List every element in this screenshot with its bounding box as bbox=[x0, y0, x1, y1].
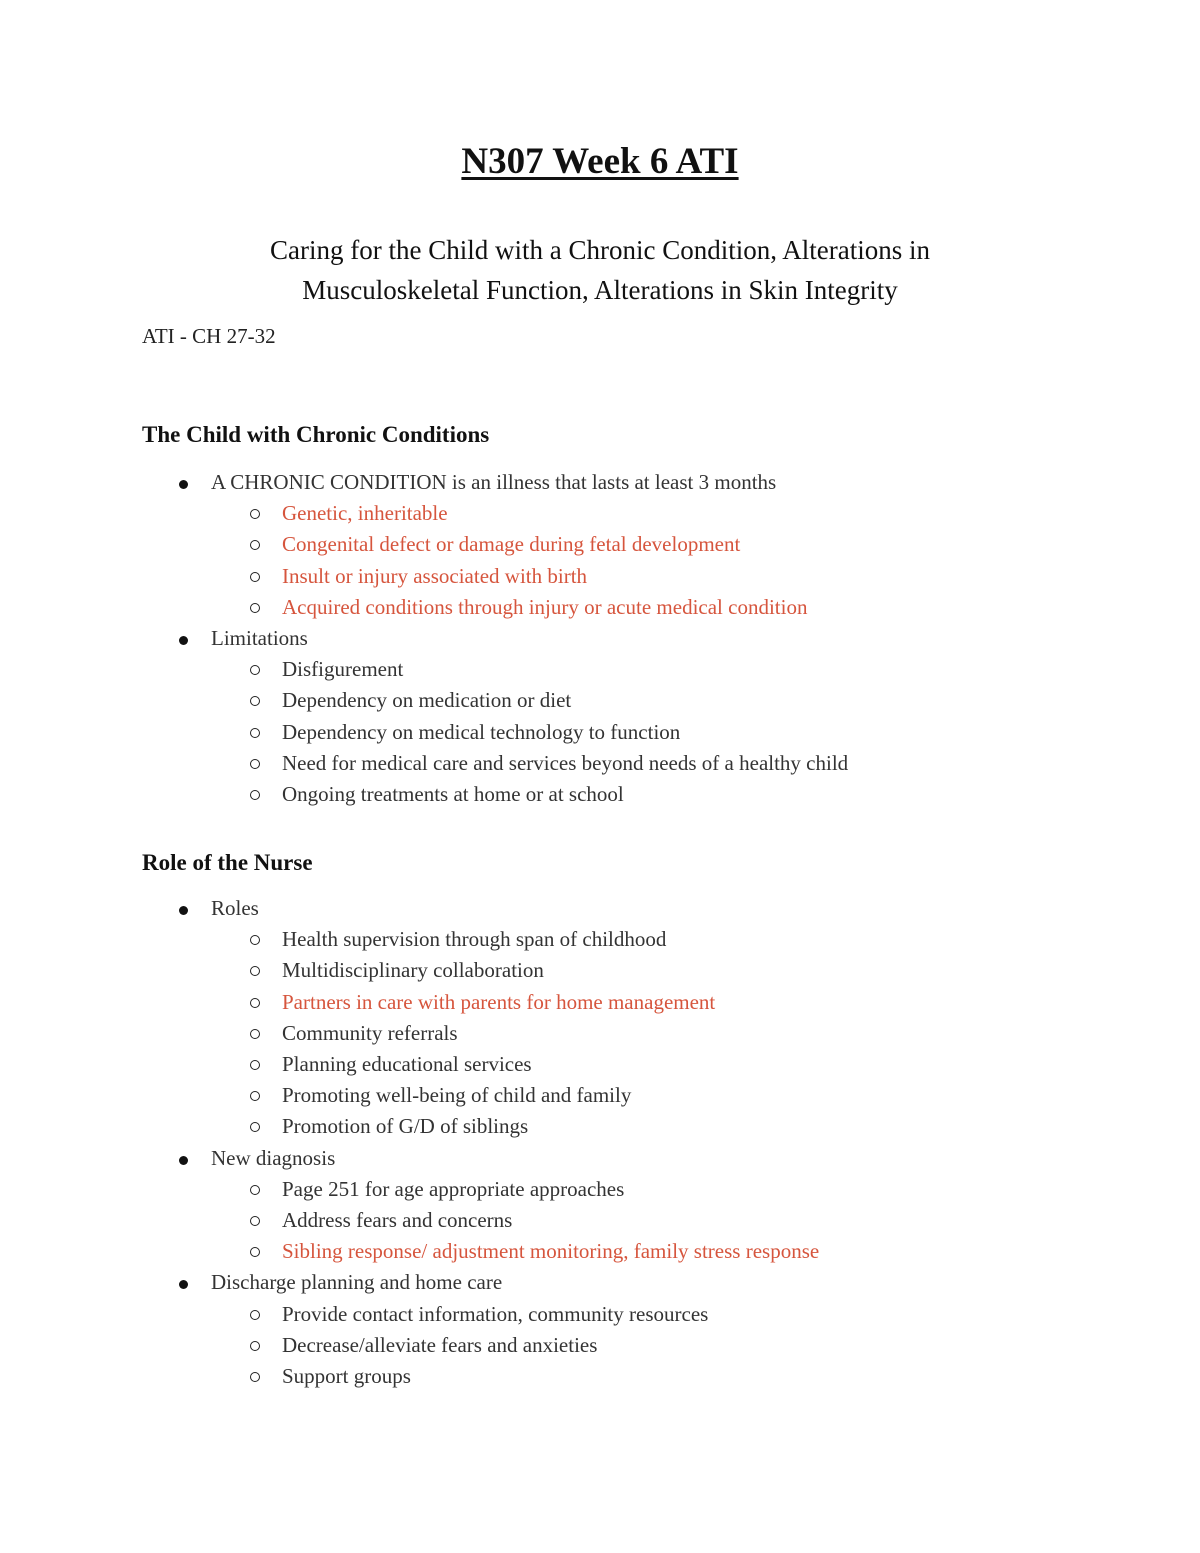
document-title: N307 Week 6 ATI bbox=[461, 141, 739, 182]
sub-list-item: Ongoing treatments at home or at school bbox=[142, 779, 1142, 810]
sub-list-item: Decrease/alleviate fears and anxieties bbox=[142, 1330, 1142, 1361]
sub-list-item: Planning educational services bbox=[142, 1049, 1142, 1080]
sub-list-item: Provide contact information, community resources bbox=[142, 1299, 1142, 1330]
sub-list-item: Support groups bbox=[142, 1361, 1142, 1392]
list-item: New diagnosis bbox=[142, 1143, 1142, 1174]
list-item: Roles bbox=[142, 893, 1142, 924]
sub-list-item: Need for medical care and services beyond needs of a healthy child bbox=[142, 748, 1142, 779]
chronic-conditions-list bbox=[142, 467, 1142, 810]
list-item: Discharge planning and home care bbox=[142, 1267, 1142, 1298]
list-item: A CHRONIC CONDITION is an illness that lasts at least 3 months bbox=[142, 467, 1142, 498]
document-subtitle bbox=[200, 230, 1000, 310]
sub-list-item: Address fears and concerns bbox=[142, 1205, 1142, 1236]
sub-list-item: Sibling response/ adjustment monitoring, family stress response bbox=[142, 1236, 1142, 1267]
sub-list-item: Community referrals bbox=[142, 1018, 1142, 1049]
sub-list-item: Partners in care with parents for home management bbox=[142, 987, 1142, 1018]
sub-list-item: Congenital defect or damage during fetal development bbox=[142, 529, 1142, 560]
sub-list-item: Promoting well-being of child and family bbox=[142, 1080, 1142, 1111]
subtitle-line-2: Musculoskeletal Function, Alterations in Skin Integrity bbox=[302, 275, 898, 305]
section-heading-chronic-conditions: The Child with Chronic Conditions bbox=[142, 422, 490, 447]
role-of-nurse-list bbox=[142, 893, 1142, 1392]
sub-list-item: Acquired conditions through injury or acute medical condition bbox=[142, 592, 1142, 623]
sub-list-item: Page 251 for age appropriate approaches bbox=[142, 1174, 1142, 1205]
sub-list-item: Insult or injury associated with birth bbox=[142, 561, 1142, 592]
chapter-reference: ATI - CH 27-32 bbox=[142, 324, 276, 348]
list-item: Limitations bbox=[142, 623, 1142, 654]
sub-list-item: Disfigurement bbox=[142, 654, 1142, 685]
section-heading-role-of-nurse: Role of the Nurse bbox=[142, 850, 313, 875]
sub-list-item: Genetic, inheritable bbox=[142, 498, 1142, 529]
sub-list-item: Dependency on medical technology to function bbox=[142, 717, 1142, 748]
sub-list-item: Health supervision through span of childhood bbox=[142, 924, 1142, 955]
sub-list-item: Promotion of G/D of siblings bbox=[142, 1111, 1142, 1142]
subtitle-line-1: Caring for the Child with a Chronic Condition, Alterations in bbox=[270, 235, 930, 265]
sub-list-item: Multidisciplinary collaboration bbox=[142, 955, 1142, 986]
sub-list-item: Dependency on medication or diet bbox=[142, 685, 1142, 716]
